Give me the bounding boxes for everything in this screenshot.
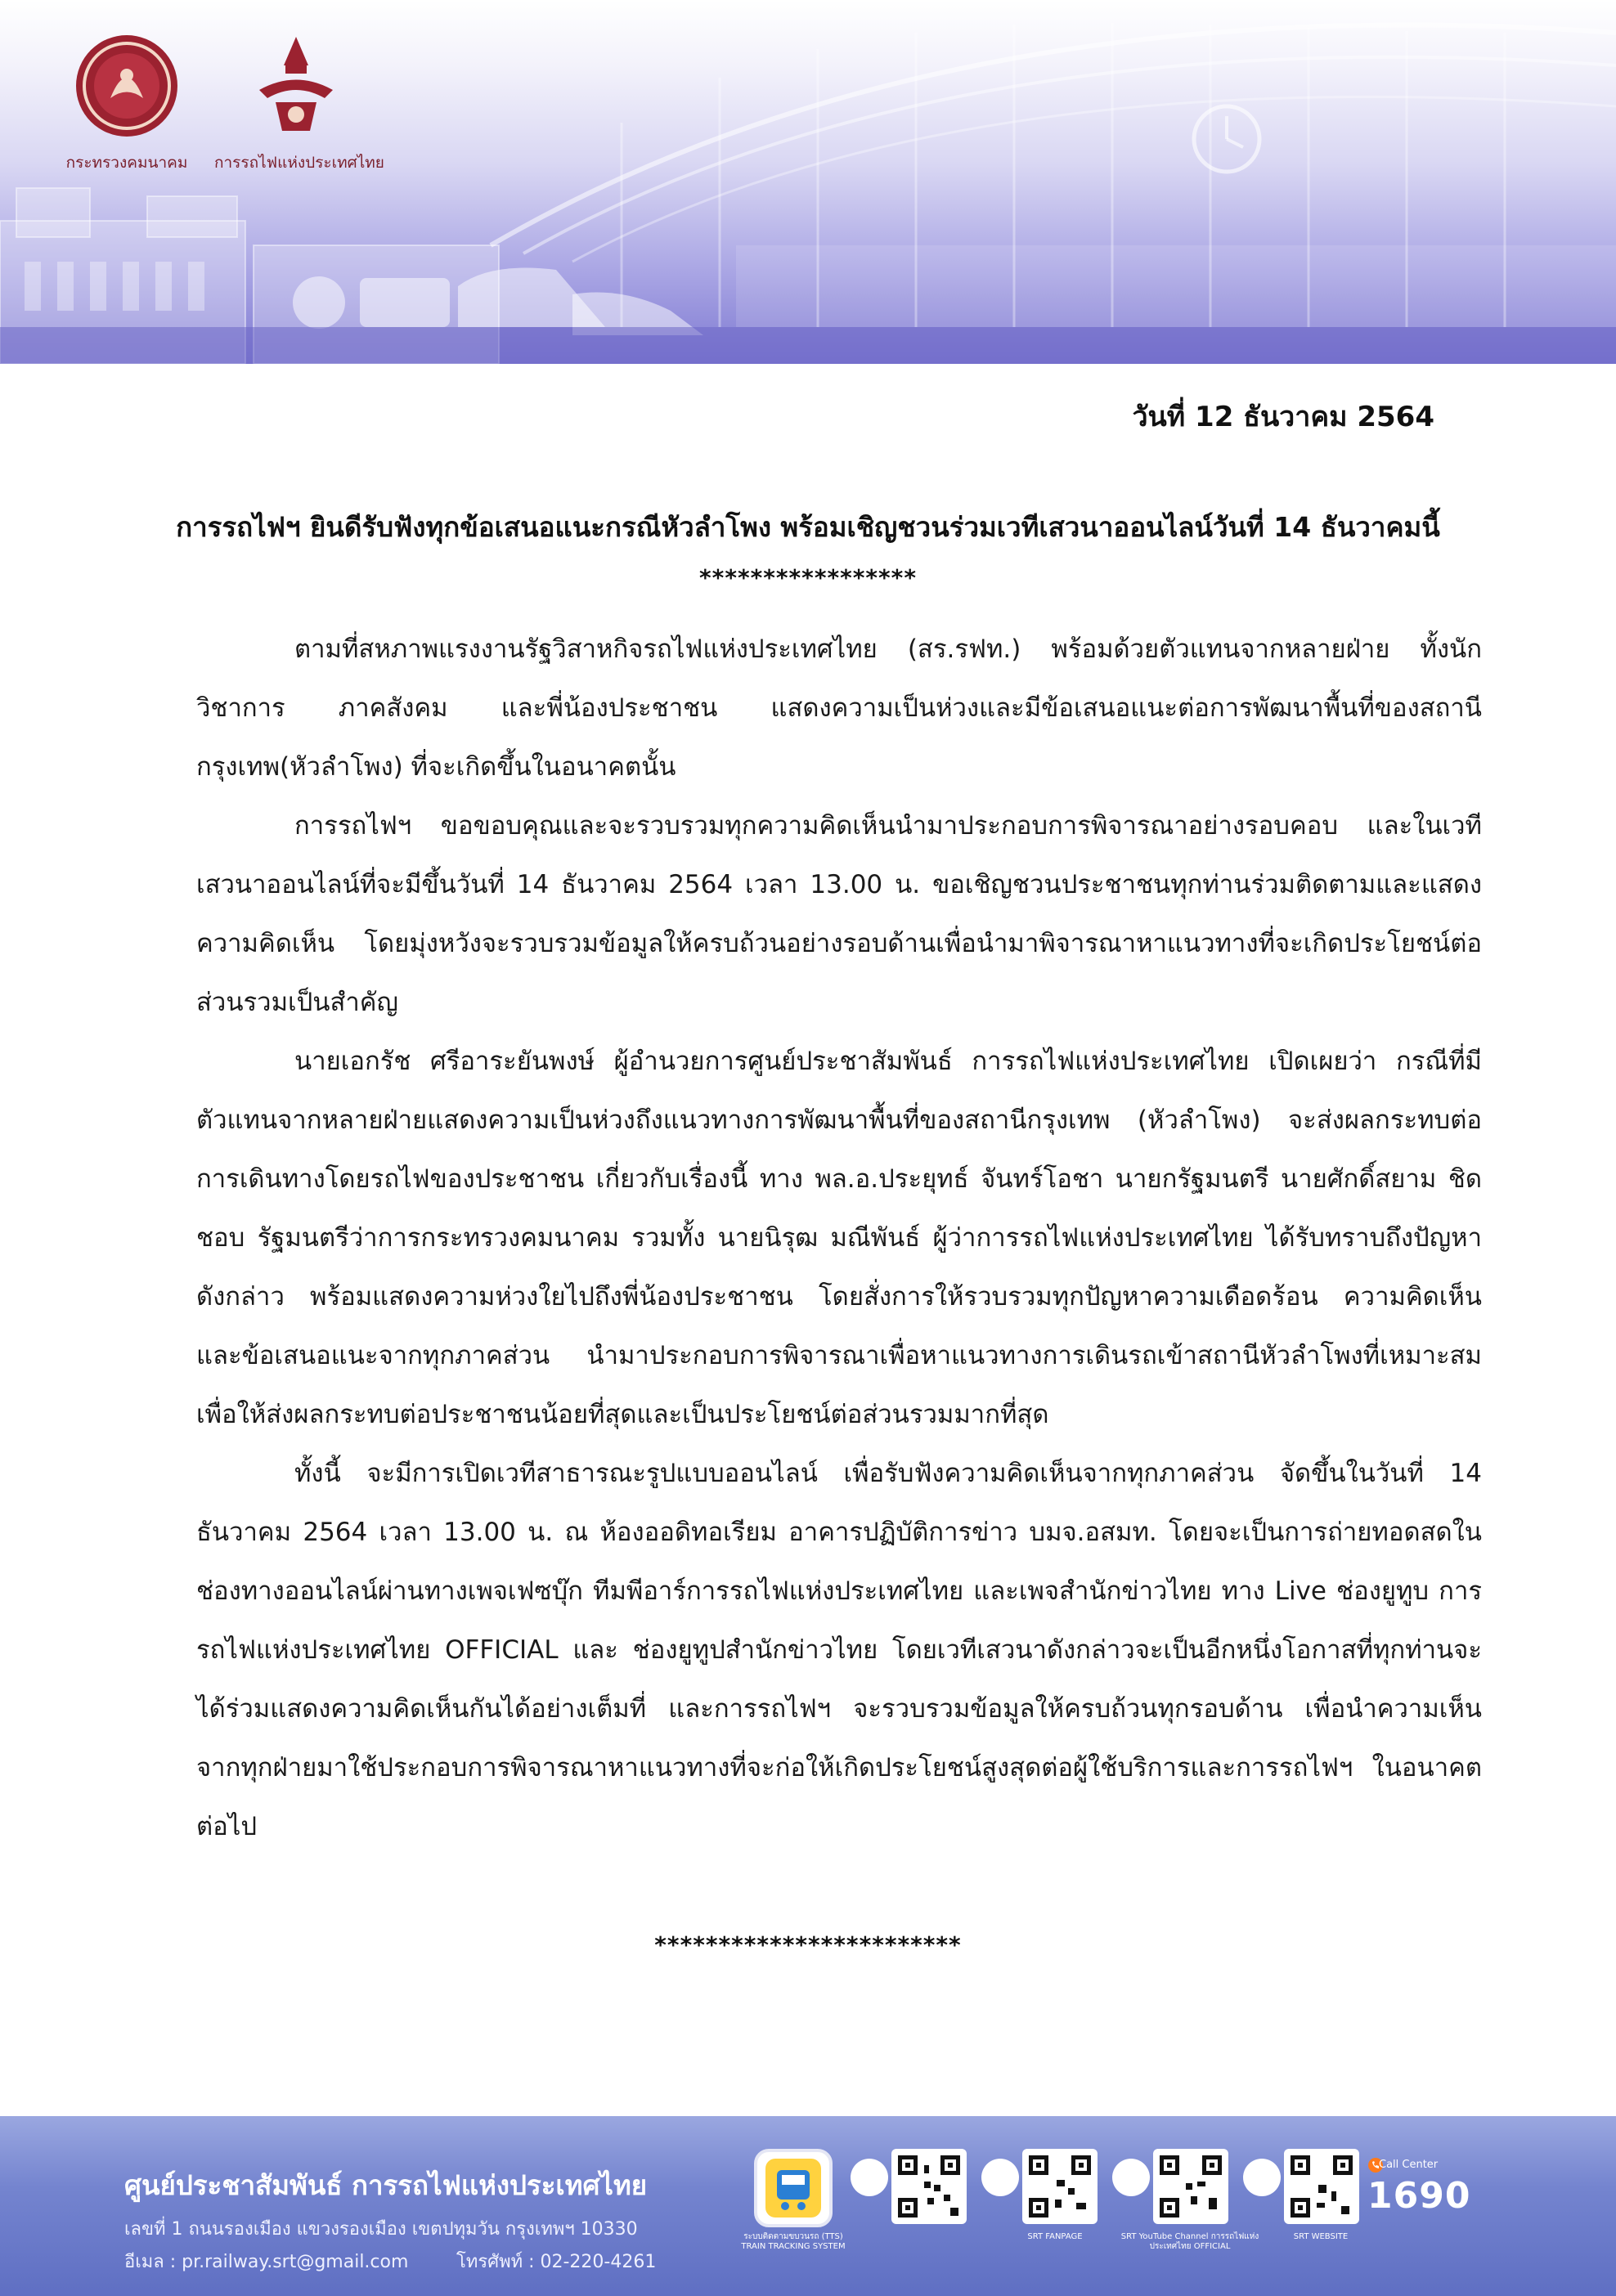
ministry-emblem-icon bbox=[74, 33, 180, 139]
fanpage-qr-code[interactable] bbox=[1022, 2149, 1098, 2224]
separator-bottom: ************************ bbox=[654, 1931, 962, 1958]
website-caption: SRT WEBSITE bbox=[1293, 2232, 1349, 2241]
release-date: วันที่ 12 ธันวาคม 2564 bbox=[1132, 401, 1434, 433]
paragraph-4: ทั้งนี้ จะมีการเปิดเวทีสาธารณะรูปแบบออนไลน์ เพื่อรับฟังความคิดเห็นจากทุกภาคส่วน จัดขึ้นในวันที่ 14 ธันวาคม 2564 เวลา 13.00 น. ณ ห้องออดิทอเรียม อาคารปฏิบัติการข่าว บมจ.อสมท. โดยจะเป็นการถ่ายทอดสดในช่องทางออนไลน์ผ่านทางเพจเฟซบุ๊ก ทีมพีอาร์การรถไฟแห่งประเทศไทย และเพจสำนักข่าวไทย ทาง Live ช่องยูทูบ การรถไฟแห่งประเทศไทย OFFICIAL และ ช่องยูทูปสำนักข่าวไทย โดยเวทีเสวนาดังกล่าวจะเป็นอีกหนึ่งโอกาสที่ทุกท่านจะได้ร่วมแสดงความคิดเห็นกันได้อย่างเต็มที่ และการรถไฟฯ จะรวบรวมข้อมูลให้ครบถ้วนทุกรอบด้าน เพื่อนำความเห็นจากทุกฝ่ายมาใช้ประกอบการพิจารณาหาแนวทางที่จะก่อให้เกิดประโยชน์สูงสุดต่อผู้ใช้บริการและการรถไฟฯ ในอนาคตต่อไป bbox=[196, 1459, 1482, 1841]
tts-qr-code[interactable] bbox=[891, 2149, 967, 2224]
qr-code-icon bbox=[1153, 2149, 1228, 2224]
youtube-icon bbox=[1112, 2159, 1150, 2196]
srt-caption: การรถไฟแห่งประเทศไทย bbox=[214, 154, 384, 172]
youtube-qr-code[interactable] bbox=[1153, 2149, 1228, 2224]
qr-code-icon bbox=[891, 2149, 967, 2224]
call-center-number[interactable]: 1690 bbox=[1367, 2175, 1471, 2217]
ministry-logo-block bbox=[49, 33, 204, 175]
footer-title: ศูนย์ประชาสัมพันธ์ การรถไฟแห่งประเทศไทย bbox=[124, 2169, 648, 2201]
youtube-caption: SRT YouTube Channel การรถไฟแห่งประเทศไทย OFFICIAL bbox=[1120, 2232, 1259, 2251]
website-qr-code[interactable] bbox=[1284, 2149, 1359, 2224]
separator-top: ***************** bbox=[699, 564, 917, 591]
srt-badge-icon bbox=[851, 2159, 888, 2196]
article-body bbox=[196, 620, 1482, 1856]
call-center-label: Call Center bbox=[1379, 2159, 1439, 2171]
footer-email[interactable]: อีเมล : pr.railway.srt@gmail.com bbox=[124, 2252, 409, 2272]
qr-code-icon bbox=[1284, 2149, 1359, 2224]
footer-address: เลขที่ 1 ถนนรองเมือง แขวงรองเมือง เขตปทุมวัน กรุงเทพฯ 10330 bbox=[124, 2219, 638, 2240]
header-banner bbox=[0, 0, 1616, 364]
tts-caption: ระบบติดตามขบวนรถ (TTS) TRAIN TRACKING SYSTEM bbox=[741, 2232, 846, 2251]
footer-phone: โทรศัพท์ : 02-220-4261 bbox=[456, 2252, 657, 2272]
press-release-headline: การรถไฟฯ ยินดีรับฟังทุกข้อเสนอแนะกรณีหัวลำโพง พร้อมเชิญชวนร่วมเวทีเสวนาออนไลน์วันที่ 14 ธันวาคมนี้ bbox=[176, 511, 1440, 543]
qr-code-icon bbox=[1022, 2149, 1098, 2224]
srt-logo-block bbox=[214, 33, 384, 175]
paragraph-3: นายเอกรัช ศรีอาระยันพงษ์ ผู้อำนวยการศูนย์ประชาสัมพันธ์ การรถไฟแห่งประเทศไทย เปิดเผยว่า กรณีที่มีตัวแทนจากหลายฝ่ายแสดงความเป็นห่วงถึงแนวทางการพัฒนาพื้นที่ของสถานีกรุงเทพ (หัวลำโพง) จะส่งผลกระทบต่อการเดินทางโดยรถไฟของประชาชน เกี่ยวกับเรื่องนี้ ทาง พล.อ.ประยุทธ์ จันทร์โอชา นายกรัฐมนตรี นายศักดิ์สยาม ชิดชอบ รัฐมนตรีว่าการกระทรวงคมนาคม รวมทั้ง นายนิรุฒ มณีพันธ์ ผู้ว่าการรถไฟแห่งประเทศไทย ได้รับทราบถึงปัญหาดังกล่าว พร้อมแสดงความห่วงใยไปถึงพี่น้องประชาชน โดยสั่งการให้รวบรวมทุกปัญหาความเดือดร้อน ความคิดเห็น และข้อเสนอแนะจากทุกภาคส่วน นำมาประกอบการพิจารณาเพื่อหาแนวทางการเดินรถเข้าสถานีหัวลำโพงที่เหมาะสม เพื่อให้ส่งผลกระทบต่อประชาชนน้อยที่สุดและเป็นประโยชน์ต่อส่วนรวมมากที่สุด bbox=[196, 1047, 1482, 1429]
paragraph-2: การรถไฟฯ ขอขอบคุณและจะรวบรวมทุกความคิดเห็นนำมาประกอบการพิจารณาอย่างรอบคอบ และในเวทีเสวนาออนไลน์ที่จะมีขึ้นวันที่ 14 ธันวาคม 2564 เวลา 13.00 น. ขอเชิญชวนประชาชนทุกท่านร่วมติดตามและแสดงความคิดเห็น โดยมุ่งหวังจะรวบรวมข้อมูลให้ครบถ้วนอย่างรอบด้านเพื่อนำมาพิจารณาหาแนวทางที่จะเกิดประโยชน์ต่อส่วนรวมเป็นสำคัญ bbox=[196, 811, 1482, 1017]
www-icon bbox=[1243, 2159, 1281, 2196]
srt-emblem-icon bbox=[243, 33, 349, 139]
fanpage-caption: SRT FANPAGE bbox=[1027, 2232, 1083, 2241]
paragraph-1: ตามที่สหภาพแรงงานรัฐวิสาหกิจรถไฟแห่งประเทศไทย (สร.รฟท.) พร้อมด้วยตัวแทนจากหลายฝ่าย ทั้งนักวิชาการ ภาคสังคม และพี่น้องประชาชน แสดงความเป็นห่วงและมีข้อเสนอแนะต่อการพัฒนาพื้นที่ของสถานีกรุงเทพ(หัวลำโพง) ที่จะเกิดขึ้นในอนาคตนั้น bbox=[196, 635, 1482, 782]
tts-app-tile[interactable] bbox=[754, 2149, 833, 2227]
train-app-icon bbox=[757, 2152, 829, 2224]
footer bbox=[0, 2116, 1616, 2296]
like-icon bbox=[981, 2159, 1019, 2196]
ministry-caption: กระทรวงคมนาคม bbox=[65, 154, 188, 172]
